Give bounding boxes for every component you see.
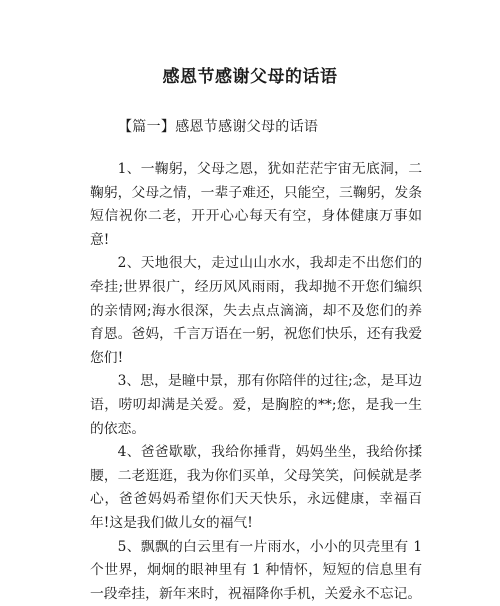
- paragraph-4: 4、爸爸歇歇，我给你捶背，妈妈坐坐，我给你揉腰，二老逛逛，我为你们买单，父母笑笑，问候就是孝心，爸爸妈妈希望你们天天快乐，永远健康，幸福百年!这是我们做儿女的福气!: [90, 441, 422, 535]
- paragraph-3: 3、思，是瞳中景，那有你陪伴的过往;念，是耳边语，唠叨却满是关爱。爱，是胸腔的**;您，是我一生的依恋。: [90, 370, 422, 441]
- section-heading: 【篇一】感恩节感谢父母的话语: [118, 116, 318, 136]
- paragraph-2: 2、天地很大，走过山山水水，我却走不出您们的牵挂;世界很广，经历风风雨雨，我却抛不开您们编织的亲情网;海水很深，失去点点滴滴，却不及您们的养育恩。爸妈，千言万语在一躬，祝您们快乐，还有我爱您们!: [90, 252, 422, 370]
- document-title: 感恩节感谢父母的话语: [0, 62, 500, 87]
- paragraph-5: 5、飘飘的白云里有一片雨水，小小的贝壳里有 1 个世界，炯炯的眼神里有 1 种情怀，短短的信息里有一段牵挂，新年来时，祝福降你手机，关爱永不忘记。: [90, 536, 422, 606]
- document-body: [90, 158, 422, 606]
- paragraph-1: 1、一鞠躬，父母之恩，犹如茫茫宇宙无底洞，二鞠躬，父母之情，一辈子难还，只能空，三鞠躬，发条短信祝你二老，开开心心每天有空，身体健康万事如意!: [90, 158, 422, 252]
